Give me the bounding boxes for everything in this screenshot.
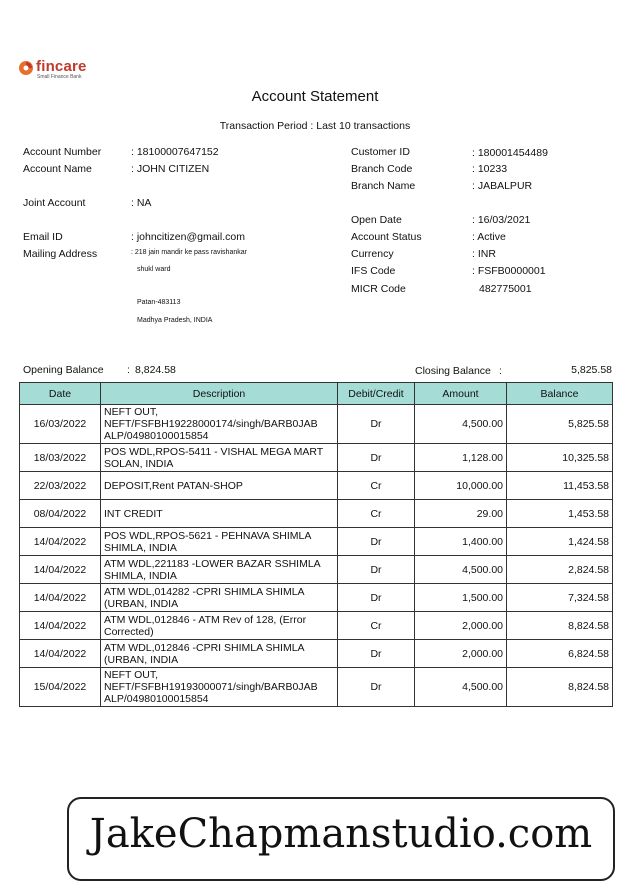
cell-date: 18/03/2022 [20, 444, 101, 472]
account-number-label: Account Number [23, 146, 102, 158]
cell-balance: 8,824.58 [507, 612, 613, 640]
mailing-address-label: Mailing Address [23, 248, 98, 260]
cell-date: 14/04/2022 [20, 640, 101, 668]
cell-amount: 1,128.00 [415, 444, 507, 472]
branch-name-value: : JABALPUR [472, 180, 533, 192]
closing-balance-value: 5,825.58 [571, 364, 612, 376]
branch-code-value: : 10233 [472, 163, 508, 175]
cell-description: ATM WDL,221183 -LOWER BAZAR SSHIMLA SHIMLA, INDIA [101, 556, 338, 584]
cell-balance: 5,825.58 [507, 405, 613, 444]
micr-code-value: 482775001 [479, 283, 532, 295]
cell-amount: 4,500.00 [415, 556, 507, 584]
mailing-address-line-1: : 218 jain mandir ke pass ravishankar [131, 249, 247, 256]
column-header-balance: Balance [507, 383, 613, 405]
mailing-address-line-4: Madhya Pradesh, INDIA [137, 317, 213, 324]
cell-date: 15/04/2022 [20, 668, 101, 707]
mailing-address-line-3: Patan-483113 [137, 299, 181, 306]
account-number-value: : 18100007647152 [131, 146, 219, 158]
email-value: : johncitizen@gmail.com [131, 231, 245, 243]
cell-debit-credit: Cr [338, 500, 415, 528]
fincare-logo-icon [18, 60, 34, 76]
cell-amount: 1,400.00 [415, 528, 507, 556]
table-row [20, 500, 613, 528]
customer-id-label: Customer ID [351, 146, 410, 158]
column-header-date: Date [20, 383, 101, 405]
table-row [20, 584, 613, 612]
ifs-code-value: : FSFB0000001 [472, 265, 546, 277]
cell-amount: 4,500.00 [415, 405, 507, 444]
cell-balance: 1,424.58 [507, 528, 613, 556]
cell-debit-credit: Dr [338, 640, 415, 668]
table-row [20, 405, 613, 444]
bank-logo [18, 58, 98, 82]
cell-date: 22/03/2022 [20, 472, 101, 500]
cell-description: ATM WDL,012846 -CPRI SHIMLA SHIMLA (URBAN, INDIA [101, 640, 338, 668]
cell-description: INT CREDIT [101, 500, 338, 528]
cell-debit-credit: Dr [338, 528, 415, 556]
cell-balance: 1,453.58 [507, 500, 613, 528]
closing-balance-label: Closing Balance [415, 365, 491, 377]
table-row [20, 472, 613, 500]
table-row [20, 556, 613, 584]
account-name-label: Account Name [23, 163, 92, 175]
cell-balance: 11,453.58 [507, 472, 613, 500]
column-header-amount: Amount [415, 383, 507, 405]
joint-account-label: Joint Account [23, 197, 86, 209]
ifs-code-label: IFS Code [351, 265, 396, 277]
cell-amount: 29.00 [415, 500, 507, 528]
mailing-address-line-2: shukl ward [137, 266, 171, 273]
cell-date: 14/04/2022 [20, 584, 101, 612]
cell-balance: 10,325.58 [507, 444, 613, 472]
cell-amount: 2,000.00 [415, 612, 507, 640]
micr-code-label: MICR Code [351, 283, 406, 295]
cell-date: 08/04/2022 [20, 500, 101, 528]
account-status-value: : Active [472, 231, 506, 243]
brand-tagline: Small Finance Bank [37, 74, 82, 80]
table-header-row [20, 383, 613, 405]
cell-balance: 7,324.58 [507, 584, 613, 612]
cell-debit-credit: Dr [338, 556, 415, 584]
email-label: Email ID [23, 231, 63, 243]
page-title: Account Statement [251, 88, 379, 105]
joint-account-value: : NA [131, 197, 152, 209]
column-header-debit-credit: Debit/Credit [338, 383, 415, 405]
branch-name-label: Branch Name [351, 180, 416, 192]
account-name-value: : JOHN CITIZEN [131, 163, 210, 175]
currency-label: Currency [351, 248, 394, 260]
transactions-table [19, 382, 613, 707]
cell-description: POS WDL,RPOS-5621 - PEHNAVA SHIMLA SHIMLA, INDIA [101, 528, 338, 556]
customer-id-value: : 180001454489 [472, 147, 548, 159]
cell-debit-credit: Dr [338, 444, 415, 472]
cell-description: NEFT OUT, NEFT/FSFBH19193000071/singh/BARB0JAB ALP/04980100015854 [101, 668, 338, 707]
cell-description: NEFT OUT, NEFT/FSFBH19228000174/singh/BARB0JAB ALP/04980100015854 [101, 405, 338, 444]
opening-balance-separator: : [127, 364, 130, 376]
cell-description: DEPOSIT,Rent PATAN-SHOP [101, 472, 338, 500]
watermark-text: JakeChapmanstudio.com [89, 811, 593, 857]
column-header-description: Description [101, 383, 338, 405]
cell-debit-credit: Dr [338, 668, 415, 707]
table-row [20, 640, 613, 668]
cell-debit-credit: Cr [338, 612, 415, 640]
cell-amount: 1,500.00 [415, 584, 507, 612]
table-row [20, 668, 613, 707]
cell-date: 14/04/2022 [20, 556, 101, 584]
closing-balance-separator: : [499, 365, 502, 377]
cell-debit-credit: Dr [338, 584, 415, 612]
cell-debit-credit: Dr [338, 405, 415, 444]
account-status-label: Account Status [351, 231, 422, 243]
cell-balance: 6,824.58 [507, 640, 613, 668]
cell-description: ATM WDL,012846 - ATM Rev of 128, (Error Corrected) [101, 612, 338, 640]
opening-balance-label: Opening Balance [23, 364, 104, 376]
table-row [20, 444, 613, 472]
cell-description: POS WDL,RPOS-5411 - VISHAL MEGA MART SOLAN, INDIA [101, 444, 338, 472]
cell-date: 14/04/2022 [20, 528, 101, 556]
table-row [20, 528, 613, 556]
cell-description: ATM WDL,014282 -CPRI SHIMLA SHIMLA (URBAN, INDIA [101, 584, 338, 612]
cell-balance: 8,824.58 [507, 668, 613, 707]
cell-date: 14/04/2022 [20, 612, 101, 640]
open-date-label: Open Date [351, 214, 402, 226]
transaction-period: Transaction Period : Last 10 transactions [219, 120, 411, 132]
cell-balance: 2,824.58 [507, 556, 613, 584]
brand-name: fincare [36, 58, 87, 75]
cell-amount: 10,000.00 [415, 472, 507, 500]
cell-amount: 2,000.00 [415, 640, 507, 668]
currency-value: : INR [472, 248, 496, 260]
cell-debit-credit: Cr [338, 472, 415, 500]
open-date-value: : 16/03/2021 [472, 214, 531, 226]
watermark-banner [67, 797, 615, 881]
cell-date: 16/03/2022 [20, 405, 101, 444]
opening-balance-value: 8,824.58 [135, 364, 176, 376]
table-row [20, 612, 613, 640]
cell-amount: 4,500.00 [415, 668, 507, 707]
branch-code-label: Branch Code [351, 163, 413, 175]
